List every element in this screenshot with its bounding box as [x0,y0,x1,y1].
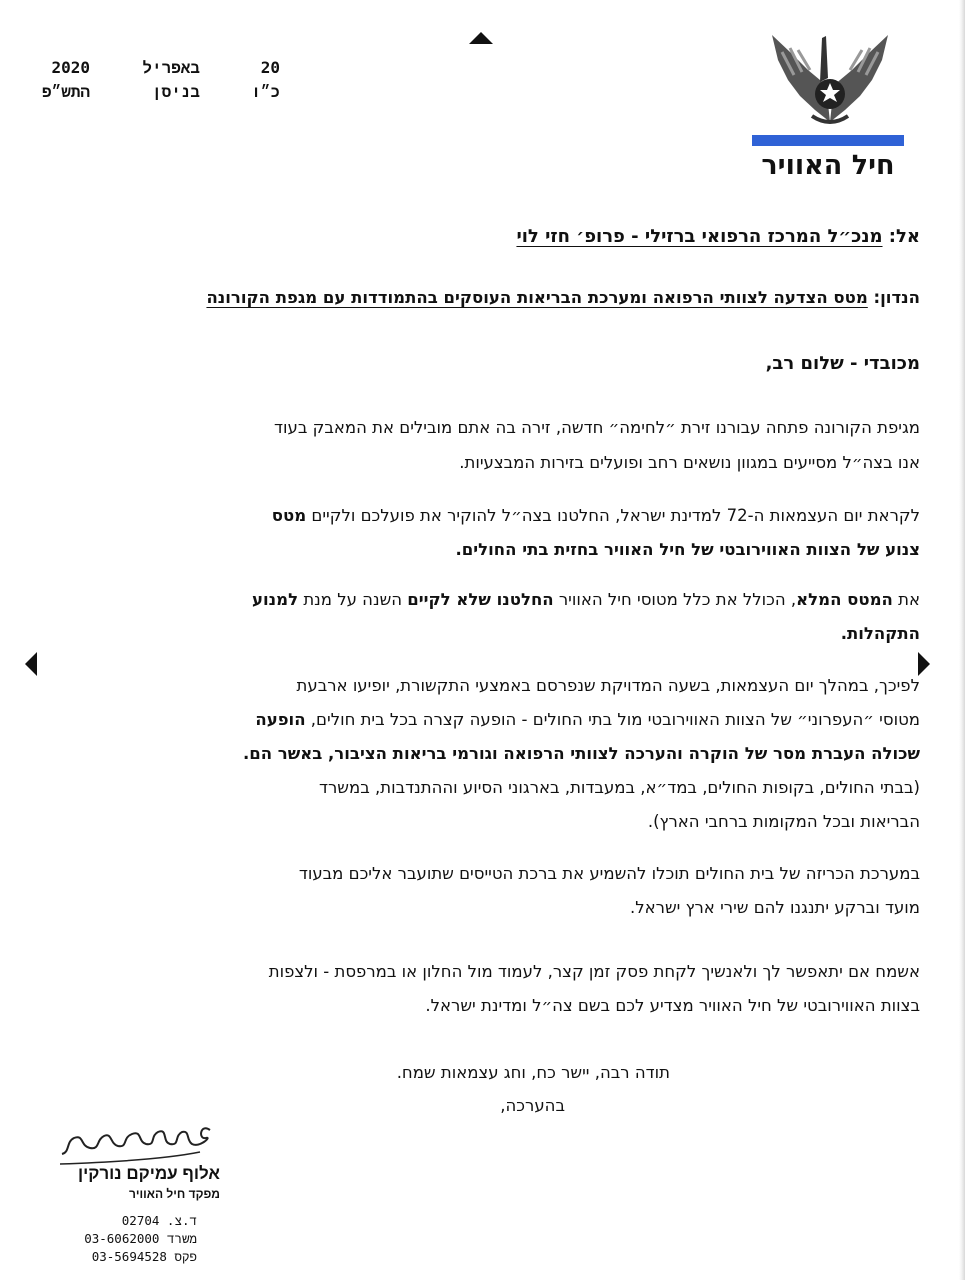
signer-mailbox: ד.צ. 02704 [121,1213,197,1228]
gregorian-day: 20 [260,58,280,77]
triangle-up-icon[interactable] [469,32,493,44]
hebrew-year: התש״פ [41,82,90,101]
paragraph-5-line-1: במערכת הכריזה של בית החולים תוכלו להשמיע את ברכת הטייסים שתועבר אליכם מבעוד [298,864,920,883]
p3-d: החלטנו שלא לקיים [407,590,554,609]
signer-name: אלוף עמיקם נורקין [78,1164,220,1183]
paragraph-3-line-2: התקהלות. [840,624,920,643]
letter-date [30,58,290,106]
gregorian-year: 2020 [51,58,90,77]
p3-e: השנה על מנת [298,590,408,609]
closing-regards: בהערכה, [500,1096,565,1115]
subject-prefix: הנדון: [873,288,920,307]
subject-line [206,288,920,307]
paragraph-1-line-2: אנו בצה״ל מסייעים במגוון נושאים רחב ופועלים בזירות המבצעיות. [459,453,920,472]
p3-b: המטס המלא [796,590,893,609]
hebrew-month: בניסן [151,82,200,101]
addressee [516,226,920,247]
paragraph-4-line-5: הבריאות ובכל המקומות ברחבי הארץ). [647,812,920,831]
p3-a: את [892,590,920,609]
gregorian-date [30,58,290,82]
hebrew-day: כ״ו [251,82,280,101]
addressee-value: מנכ״ל המרכז הרפואי ברזילי - פרופ׳ חזי לוי [516,226,883,247]
subject-value: מטס הצדעה לצוותי הרפואה ומערכת הבריאות העוסקים בהתמודדות עם מגפת הקורונה [206,288,868,307]
signer-office-phone: משרד 03-6062000 [84,1231,197,1246]
signer-title: מפקד חיל האוויר [129,1187,220,1201]
triangle-left-icon[interactable] [25,652,37,676]
paragraph-6-line-1: אשמח אם יתאפשר לך ולאנשיך לקחת פסק זמן קצר, לעמוד מול החלון או במרפסת - ולצפות [268,962,920,981]
paragraph-4-line-2 [255,710,920,729]
paragraph-5-line-2: מועד וברקע יתנגנו להם שירי ארץ ישראל. [629,898,920,917]
page-edge-shadow [959,0,965,1280]
triangle-right-icon[interactable] [918,652,930,676]
p4-text: מטוסי ״העפרוני״ של הצוות האווירובטי מול בתי החולים - הופעה קצרה בכל בית חולים, [305,710,920,729]
p4-bold: הופעה [255,710,306,729]
paragraph-4-line-3: שכולה העברת מסר של הוקרה והערכה לצוותי הרפואה וגורמי בריאות הציבור, באשר הם. [242,744,920,763]
air-force-wings-emblem-icon [760,30,900,140]
paragraph-4-line-4: (בבתי החולים, בקופות החולים, במד״א, במעבדות, בארגוני הסיוע וההתנדבות, במשרד [318,778,920,797]
paragraph-3-line-1 [252,590,920,609]
p2-bold: מטס [271,506,307,525]
air-force-name: חיל האוויר [761,150,895,181]
gregorian-month: באפריל [142,58,200,77]
paragraph-4-line-1: לפיכך, במהלך יום העצמאות, בשעה המדויקת שנפרסם באמצעי התקשורת, יופיעו ארבעת [296,676,920,695]
addressee-prefix: אל: [888,226,920,247]
paragraph-2-line-1 [272,506,920,525]
p2-text: לקראת יום העצמאות ה-72 למדינת ישראל, החלטנו בצה״ל להוקיר את פועלכם ולקיים [306,506,920,525]
greeting: מכובדי - שלום רב, [765,353,920,374]
paragraph-2-line-2: צנוע של הצוות האווירובטי של חיל האוויר בחזית בתי החולים. [455,540,920,559]
p3-c: , הכולל את כלל מטוסי חיל האוויר [553,590,797,609]
logo-accent-bar [752,135,904,146]
closing-thanks: תודה רבה, יישר כח, וחג עצמאות שמח. [396,1063,670,1082]
hebrew-date [30,82,290,106]
paragraph-6-line-2: בצוות האווירובטי של חיל האוויר מצדיע לכם בשם צה״ל ומדינת ישראל. [425,996,920,1015]
p3-f: למנוע [252,590,299,609]
paragraph-1-line-1: מגיפת הקורונה פתחה עבורנו זירת ״לחימה״ חדשה, זירה בה אתם מובילים את המאבק בעוד [274,418,920,437]
signer-fax: פקס 03-5694528 [91,1249,197,1264]
